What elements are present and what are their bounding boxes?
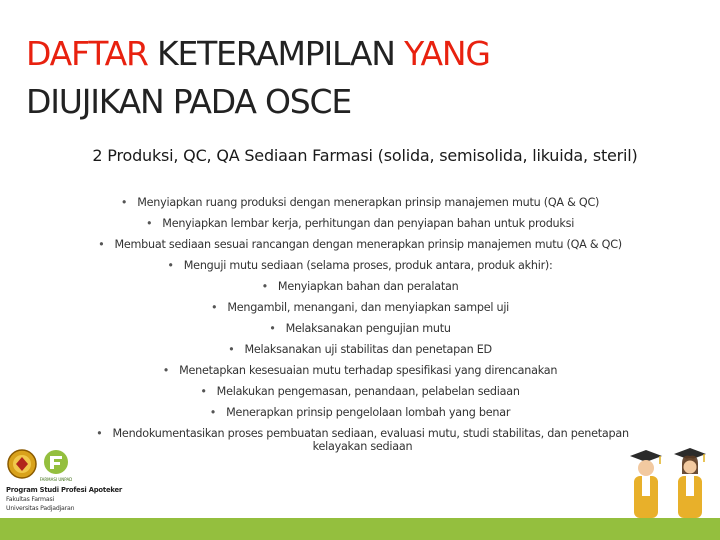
skill-text: Menetapkan kesesuaian mutu terhadap spesifikasi yang direncanakan bbox=[179, 364, 558, 377]
skill-text: Melaksanakan uji stabilitas dan penetapan ED bbox=[244, 343, 492, 356]
skill-text: Menyiapkan bahan dan peralatan bbox=[277, 280, 459, 293]
skill-text: Membuat sediaan sesuai rancangan dengan menerapkan prinsip manajemen mutu (QA & QC) bbox=[114, 238, 622, 251]
pharmacy-badge-icon bbox=[40, 450, 73, 482]
skill-text: Menyiapkan lembar kerja, perhitungan dan penyiapan bahan untuk produksi bbox=[162, 217, 575, 230]
university-name: Universitas Padjadjaran bbox=[6, 505, 75, 512]
footer-bar bbox=[0, 518, 720, 540]
bullet-marker: • bbox=[269, 322, 276, 335]
skill-text: Menguji mutu sediaan (selama proses, produk antara, produk akhir): bbox=[183, 259, 553, 272]
title-word-yang: YANG bbox=[404, 34, 490, 73]
skill-item bbox=[0, 217, 720, 230]
skill-text: Mendokumentasikan proses pembuatan sediaan, evaluasi mutu, studi stabilitas, dan penetapan kelayakan sediaan bbox=[112, 427, 629, 453]
skill-item bbox=[0, 322, 720, 335]
graduate-figure-left bbox=[630, 450, 662, 518]
skill-text: Melaksanakan pengujian mutu bbox=[285, 322, 451, 335]
bullet-marker: • bbox=[210, 301, 218, 314]
skill-item bbox=[0, 301, 720, 314]
bullet-marker: • bbox=[96, 427, 103, 440]
skill-item bbox=[0, 259, 720, 272]
bullet-marker: • bbox=[162, 364, 170, 377]
title-line-2: DIUJIKAN PADA OSCE bbox=[26, 82, 352, 121]
skill-item bbox=[90, 427, 635, 453]
bullet-marker: • bbox=[200, 385, 207, 398]
bullet-marker: • bbox=[120, 196, 128, 209]
title-word-daftar: DAFTAR bbox=[26, 34, 148, 73]
skill-text: Menyiapkan ruang produksi dengan menerapkan prinsip manajemen mutu (QA & QC) bbox=[137, 196, 600, 209]
skill-text: Melakukan pengemasan, penandaan, pelabelan sediaan bbox=[216, 385, 520, 398]
graduates-illustration bbox=[612, 448, 720, 518]
skill-item bbox=[0, 343, 720, 356]
bullet-marker: • bbox=[261, 280, 268, 293]
skill-item bbox=[0, 238, 720, 251]
slide-title bbox=[26, 30, 490, 126]
bullet-marker: • bbox=[228, 343, 235, 356]
unpad-seal-icon bbox=[8, 450, 36, 478]
slide-subtitle: 2 Produksi, QC, QA Sediaan Farmasi (solida, semisolida, likuida, steril) bbox=[92, 146, 638, 165]
skill-item bbox=[0, 364, 720, 377]
faculty-name: Fakultas Farmasi bbox=[6, 496, 55, 503]
skill-text: Mengambil, menangani, dan menyiapkan sampel uji bbox=[227, 301, 510, 314]
program-name: Program Studi Profesi Apoteker bbox=[6, 486, 123, 494]
skill-item bbox=[0, 385, 720, 398]
graduate-figure-right bbox=[674, 448, 706, 518]
svg-text:FARMASI UNPAD: FARMASI UNPAD bbox=[39, 477, 73, 482]
title-word-keterampilan: KETERAMPILAN bbox=[147, 34, 405, 73]
skill-text: Menerapkan prinsip pengelolaan lombah yang benar bbox=[226, 406, 511, 419]
skill-item bbox=[0, 196, 720, 209]
skill-item bbox=[0, 280, 720, 293]
bullet-marker: • bbox=[209, 406, 217, 419]
bullet-marker: • bbox=[145, 217, 153, 230]
bullet-marker: • bbox=[167, 259, 174, 272]
skill-item bbox=[0, 406, 720, 419]
bullet-marker: • bbox=[98, 238, 105, 251]
